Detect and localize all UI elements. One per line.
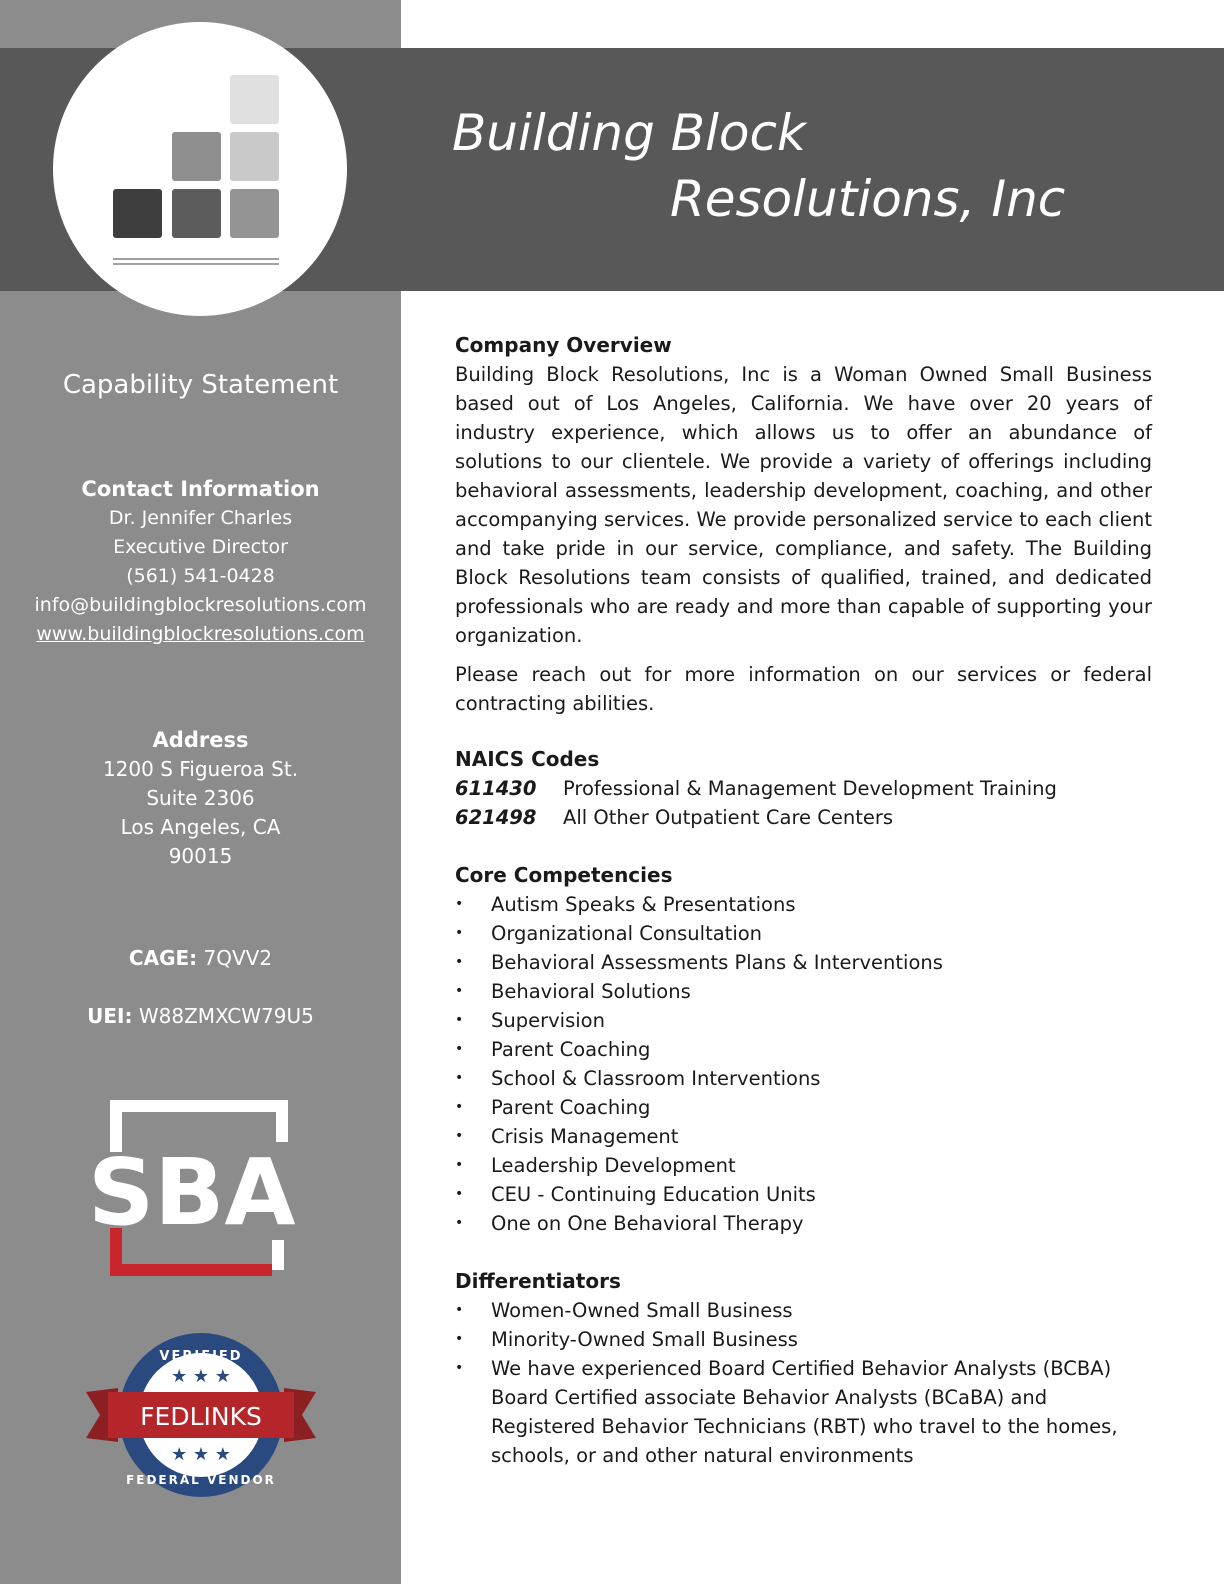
- overview-heading: Company Overview: [455, 333, 672, 357]
- overview-paragraph: Please reach out for more information on our services or federal contracting abilities.: [455, 663, 1152, 715]
- address-section: [0, 728, 401, 871]
- list-item: • Parent Coaching: [455, 1093, 1152, 1122]
- contact-heading: Contact Information: [81, 477, 320, 501]
- sba-text: SBA: [88, 1139, 296, 1246]
- company-logo: [53, 22, 347, 316]
- badge-top-text: VERIFIED: [159, 1349, 243, 1364]
- company-title-line1: Building Block: [452, 104, 806, 162]
- list-item: • Behavioral Assessments Plans & Interventions: [455, 948, 1152, 977]
- fedlinks-badge: [86, 1330, 316, 1500]
- star-icon: ★ ★ ★: [171, 1366, 231, 1387]
- naics-code: 611430: [455, 777, 537, 800]
- list-item: • CEU - Continuing Education Units: [455, 1180, 1152, 1209]
- list-item: • Minority-Owned Small Business: [455, 1325, 1152, 1354]
- list-item: • School & Classroom Interventions: [455, 1064, 1152, 1093]
- naics-description: All Other Outpatient Care Centers: [563, 806, 894, 829]
- list-item: • Women-Owned Small Business: [455, 1296, 1152, 1325]
- address-suite: Suite 2306: [146, 786, 255, 810]
- website-link[interactable]: www.buildingblockresolutions.com: [36, 623, 365, 645]
- contact-email[interactable]: info@buildingblockresolutions.com: [34, 594, 367, 616]
- star-icon: ★ ★ ★: [171, 1444, 231, 1465]
- badge-bottom-text: FEDERAL VENDOR: [126, 1473, 276, 1487]
- logo-underline: [113, 258, 279, 260]
- contact-name: Dr. Jennifer Charles: [108, 507, 293, 529]
- logo-underline: [113, 263, 279, 265]
- naics-row: [455, 803, 1152, 832]
- logo-block: [230, 189, 279, 238]
- logo-block: [172, 189, 221, 238]
- uei-value: W88ZMXCW79U5: [138, 1004, 314, 1028]
- cage-code: [0, 946, 401, 970]
- address-heading: Address: [152, 728, 249, 752]
- naics-list: [455, 774, 1152, 832]
- uei-code: [0, 1004, 401, 1028]
- logo-block: [113, 189, 162, 238]
- address-zip: 90015: [168, 844, 233, 868]
- contact-section: [0, 477, 401, 649]
- contact-role: Executive Director: [113, 536, 288, 558]
- list-item: • Parent Coaching: [455, 1035, 1152, 1064]
- list-item: • Organizational Consultation: [455, 919, 1152, 948]
- logo-block: [172, 132, 221, 181]
- list-item: • Autism Speaks & Presentations: [455, 890, 1152, 919]
- main-content: [455, 330, 1152, 1470]
- address-street: 1200 S Figueroa St.: [102, 757, 299, 781]
- differentiators-heading: Differentiators: [455, 1269, 621, 1293]
- badge-main-text: FEDLINKS: [140, 1402, 262, 1431]
- naics-code: 621498: [455, 806, 537, 829]
- competencies-list: [455, 890, 1152, 1238]
- list-item: • One on One Behavioral Therapy: [455, 1209, 1152, 1238]
- uei-label: UEI:: [87, 1004, 133, 1028]
- naics-description: Professional & Management Development Training: [563, 777, 1057, 800]
- company-title-line2: Resolutions, Inc: [670, 170, 1066, 228]
- cage-value: 7QVV2: [203, 946, 273, 970]
- naics-row: [455, 774, 1152, 803]
- cage-label: CAGE:: [128, 946, 198, 970]
- document-subtitle: Capability Statement: [62, 370, 339, 400]
- sba-logo: [86, 1100, 316, 1280]
- differentiators-list: [455, 1296, 1152, 1470]
- address-city: Los Angeles, CA: [120, 815, 281, 839]
- competencies-heading: Core Competencies: [455, 863, 673, 887]
- naics-heading: NAICS Codes: [455, 747, 600, 771]
- list-item: • Behavioral Solutions: [455, 977, 1152, 1006]
- list-item: • Crisis Management: [455, 1122, 1152, 1151]
- contact-phone: (561) 541-0428: [126, 565, 275, 587]
- list-item: • Supervision: [455, 1006, 1152, 1035]
- list-item: • Leadership Development: [455, 1151, 1152, 1180]
- logo-block: [230, 75, 279, 124]
- logo-block: [230, 132, 279, 181]
- list-item: • We have experienced Board Certified Behavior Analysts (BCBA) Board Certified associate Behavior Analysts (BCaBA) and Registered Behavior Technicians (RBT) who travel to the homes, schools, or and other natural environments: [455, 1354, 1152, 1470]
- overview-paragraph: Building Block Resolutions, Inc is a Woman Owned Small Business based out of Los Angeles, California. We have over 20 years of industry experience, which allows us to offer an abundance of solutions to our clientele. We provide a variety of offerings including behavioral assessments, leadership development, coaching, and other accompanying services. We provide personalized service to each client and take pride in our service, compliance, and safety. The Building Block Resolutions team consists of qualified, trained, and dedicated professionals who are ready and more than capable of supporting your organization.: [455, 363, 1152, 647]
